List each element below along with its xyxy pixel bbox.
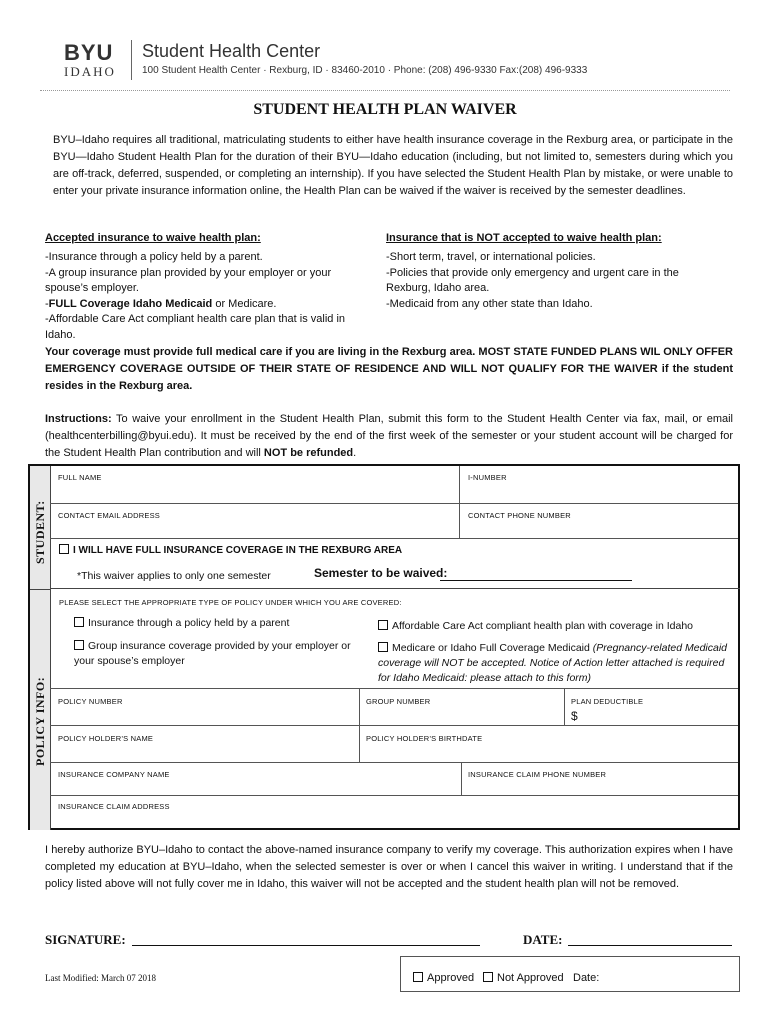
company-name-label: INSURANCE COMPANY NAME bbox=[58, 770, 170, 779]
instructions: Instructions: To waive your enrollment in the Student Health Plan, submit this form to the Student Health Center via fax, mail, or email (healthcenterbilling@byui.edu). It must be received by the end of the first week of the semester or your student account will be charged for the Student Health Plan contribution and will NOT be refunded. bbox=[45, 413, 733, 459]
claim-phone-field[interactable] bbox=[461, 762, 738, 796]
header-rule bbox=[40, 90, 730, 91]
holder-birthdate-field[interactable] bbox=[359, 725, 738, 763]
claim-phone-label: INSURANCE CLAIM PHONE NUMBER bbox=[468, 770, 607, 779]
aca-checkbox[interactable] bbox=[378, 620, 388, 630]
medicare-checkbox[interactable] bbox=[378, 642, 388, 652]
group-checkbox[interactable] bbox=[74, 640, 84, 650]
section-divider bbox=[50, 588, 740, 589]
policy-option-parent[interactable]: Insurance through a policy held by a parent bbox=[74, 616, 364, 631]
holder-name-label: POLICY HOLDER’S NAME bbox=[58, 734, 154, 743]
org-address: 100 Student Health Center · Rexburg, ID · 83460-2010 · Phone: (208) 496-9330 Fax:(208) 496-9333 bbox=[142, 65, 588, 76]
org-name: Student Health Center bbox=[142, 41, 321, 61]
not-approved-option[interactable]: Not Approved bbox=[483, 972, 564, 984]
email-field[interactable] bbox=[50, 503, 460, 539]
full-name-label: FULL NAME bbox=[58, 473, 102, 482]
full-coverage-label: I WILL HAVE FULL INSURANCE COVERAGE IN THE REXBURG AREA bbox=[73, 545, 403, 556]
holder-birthdate-label: POLICY HOLDER’S BIRTHDATE bbox=[366, 734, 483, 743]
plan-deductible-field[interactable] bbox=[564, 688, 738, 726]
company-name-field[interactable] bbox=[50, 762, 462, 796]
office-date-label: Date: bbox=[573, 972, 600, 984]
approved-checkbox[interactable] bbox=[413, 972, 423, 982]
waiver-form bbox=[28, 464, 740, 830]
accepted-item: -A group insurance plan provided by your employer or your spouse’s employer. bbox=[45, 266, 332, 294]
signature-label: SIGNATURE: bbox=[45, 932, 126, 947]
accepted-item: -Affordable Care Act compliant health care plan that is valid in Idaho. bbox=[45, 313, 346, 341]
accepted-item: -FULL Coverage Idaho Medicaid or Medicare. bbox=[45, 297, 277, 310]
full-coverage-checkbox-row[interactable] bbox=[59, 544, 402, 556]
plan-deductible-label: PLAN DEDUCTIBLE bbox=[571, 697, 644, 706]
policy-number-label: POLICY NUMBER bbox=[58, 697, 123, 706]
idaho-logo-text: IDAHO bbox=[64, 64, 116, 79]
approved-option[interactable]: Approved bbox=[413, 972, 474, 984]
group-number-label: GROUP NUMBER bbox=[366, 697, 431, 706]
not-approved-checkbox[interactable] bbox=[483, 972, 493, 982]
policy-option-aca[interactable]: Affordable Care Act compliant health plan with coverage in Idaho bbox=[378, 619, 733, 634]
accepted-list bbox=[45, 250, 360, 343]
i-number-field[interactable] bbox=[459, 466, 738, 504]
student-section-label: STUDENT: bbox=[33, 500, 47, 564]
not-accepted-title: Insurance that is NOT accepted to waive health plan: bbox=[386, 232, 662, 244]
last-modified: Last Modified: March 07 2018 bbox=[45, 973, 156, 983]
dollar-sign: $ bbox=[571, 709, 578, 723]
not-accepted-item: -Short term, travel, or international policies. bbox=[386, 251, 596, 263]
claim-address-field[interactable] bbox=[50, 795, 738, 828]
semester-waived-input[interactable] bbox=[440, 580, 632, 581]
date-label: DATE: bbox=[523, 932, 563, 947]
i-number-label: I-NUMBER bbox=[468, 473, 507, 482]
policy-section-label: POLICY INFO: bbox=[33, 676, 47, 766]
not-accepted-item: -Medicaid from any other state than Idaho. bbox=[386, 297, 593, 310]
accepted-item: -Insurance through a policy held by a parent. bbox=[45, 251, 263, 263]
byu-logo-text: BYU bbox=[64, 40, 114, 65]
phone-label: CONTACT PHONE NUMBER bbox=[468, 511, 571, 520]
instructions-label: Instructions: bbox=[45, 413, 112, 425]
not-accepted-list bbox=[386, 250, 706, 312]
full-coverage-checkbox[interactable] bbox=[59, 544, 69, 554]
coverage-warning: Your coverage must provide full medical care if you are living in the Rexburg area. MOST STATE FUNDED PLANS WIL ONLY OFFER EMERGENCY COVERAGE OUTSIDE OF THEIR STATE OF RESIDENCE AND WILL NOT QUALIFY FOR THE WAIVER if the student resides in the Rexburg area. bbox=[45, 346, 733, 392]
signature-line[interactable] bbox=[132, 945, 480, 946]
authorization-paragraph: I hereby authorize BYU–Idaho to contact the above-named insurance company to verify my coverage. This authorization expires when I have completed my education at BYU–Idaho, when the selected semester is over or when I cancel this waiver in writing. I understand that if the policy listed above will not fully cover me in Idaho, this waiver will not be accepted and the student health plan will not be removed. bbox=[45, 844, 733, 890]
holder-name-field[interactable] bbox=[50, 725, 360, 763]
one-semester-note: *This waiver applies to only one semester bbox=[77, 570, 271, 582]
policy-number-field[interactable] bbox=[50, 688, 360, 726]
not-accepted-item: -Policies that provide only emergency and urgent care in the Rexburg, Idaho area. bbox=[386, 266, 679, 294]
accepted-title: Accepted insurance to waive health plan: bbox=[45, 232, 261, 244]
full-name-field[interactable] bbox=[50, 466, 460, 504]
parent-checkbox[interactable] bbox=[74, 617, 84, 627]
intro-paragraph: BYU–Idaho requires all traditional, matriculating students to either have health insurance coverage in the Rexburg area, or participate in the BYU—Idaho Student Health Plan for the duration of their BYU—Idaho education (including, but not limited to, semesters during which you are off-track, deferred, suspended, or completing an internship). If you have selected the Student Health Plan by mistake, or were unable to enter your private insurance information online, the Health Plan can be waived if the waiver is received by the semester deadlines. bbox=[53, 134, 733, 197]
semester-waived-label: Semester to be waived: bbox=[314, 566, 448, 580]
policy-type-instruction: PLEASE SELECT THE APPROPRIATE TYPE OF POLICY UNDER WHICH YOU ARE COVERED: bbox=[59, 598, 402, 607]
logo-divider bbox=[131, 40, 132, 80]
email-label: CONTACT EMAIL ADDRESS bbox=[58, 511, 160, 520]
phone-field[interactable] bbox=[459, 503, 738, 539]
office-use-box bbox=[400, 956, 740, 992]
policy-option-group[interactable]: Group insurance coverage provided by your employer or your spouse’s employer bbox=[74, 640, 351, 667]
date-line[interactable] bbox=[568, 945, 732, 946]
page-title: STUDENT HEALTH PLAN WAIVER bbox=[253, 101, 517, 118]
claim-address-label: INSURANCE CLAIM ADDRESS bbox=[58, 802, 170, 811]
group-number-field[interactable] bbox=[359, 688, 565, 726]
policy-option-medicare[interactable]: Medicare or Idaho Full Coverage Medicaid (Pregnancy-related Medicaid coverage will NOT be accepted. Notice of Action letter attached is required for Idaho Medicaid: please attach to this form) bbox=[378, 642, 728, 684]
